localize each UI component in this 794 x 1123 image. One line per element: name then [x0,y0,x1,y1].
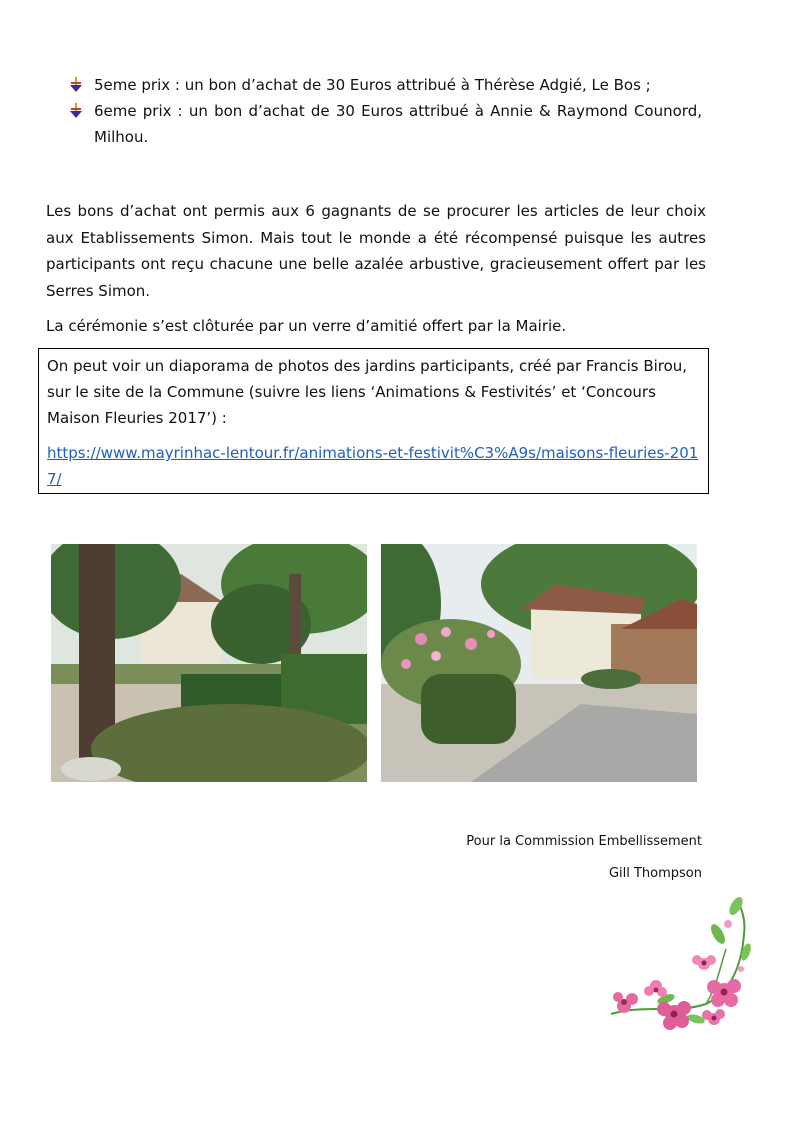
prize-item [68,98,702,150]
garden-photo-1 [51,544,367,782]
prize-text: 5eme prix : un bon d’achat de 30 Euros attribué à Thérèse Adgié, Le Bos ; [94,76,651,94]
signature-name: Gill Thompson [608,866,702,881]
paragraph-ceremony: La cérémonie s’est clôturée par un verre d’amitié offert par la Mairie. [46,317,567,335]
signature-commission: Pour la Commission Embellissement [466,834,702,849]
paragraph-vouchers: Les bons d’achat ont permis aux 6 gagnants de se procurer les articles de leur choix aux Etablissements Simon. Mais tout le monde a été récompensé puisque les autres participants ont reçu chacune une belle azalée arbustive, gracieusement offert par les Serres Simon. [46,202,706,300]
prize-item [68,72,702,98]
slideshow-info-box [38,348,709,494]
slideshow-link[interactable]: https://www.mayrinhac-lentour.fr/animations-et-festivit%C3%A9s/maisons-fleuries-2017/ [47,444,699,488]
slideshow-info-text: On peut voir un diaporama de photos des jardins participants, créé par Francis Birou, sur le site de la Commune (suivre les liens ‘Animations & Festivités’ et ‘Concours Maison Fleuries 2017’) : [47,357,688,427]
prize-text: 6eme prix : un bon d’achat de 30 Euros attribué à Annie & Raymond Counord, Milhou. [94,102,702,146]
arrow-down-bullet-icon [68,77,84,93]
garden-photo-2 [381,544,697,782]
arrow-down-bullet-icon [68,103,84,119]
flower-corner-decoration [606,894,756,1036]
prize-list [68,72,702,150]
